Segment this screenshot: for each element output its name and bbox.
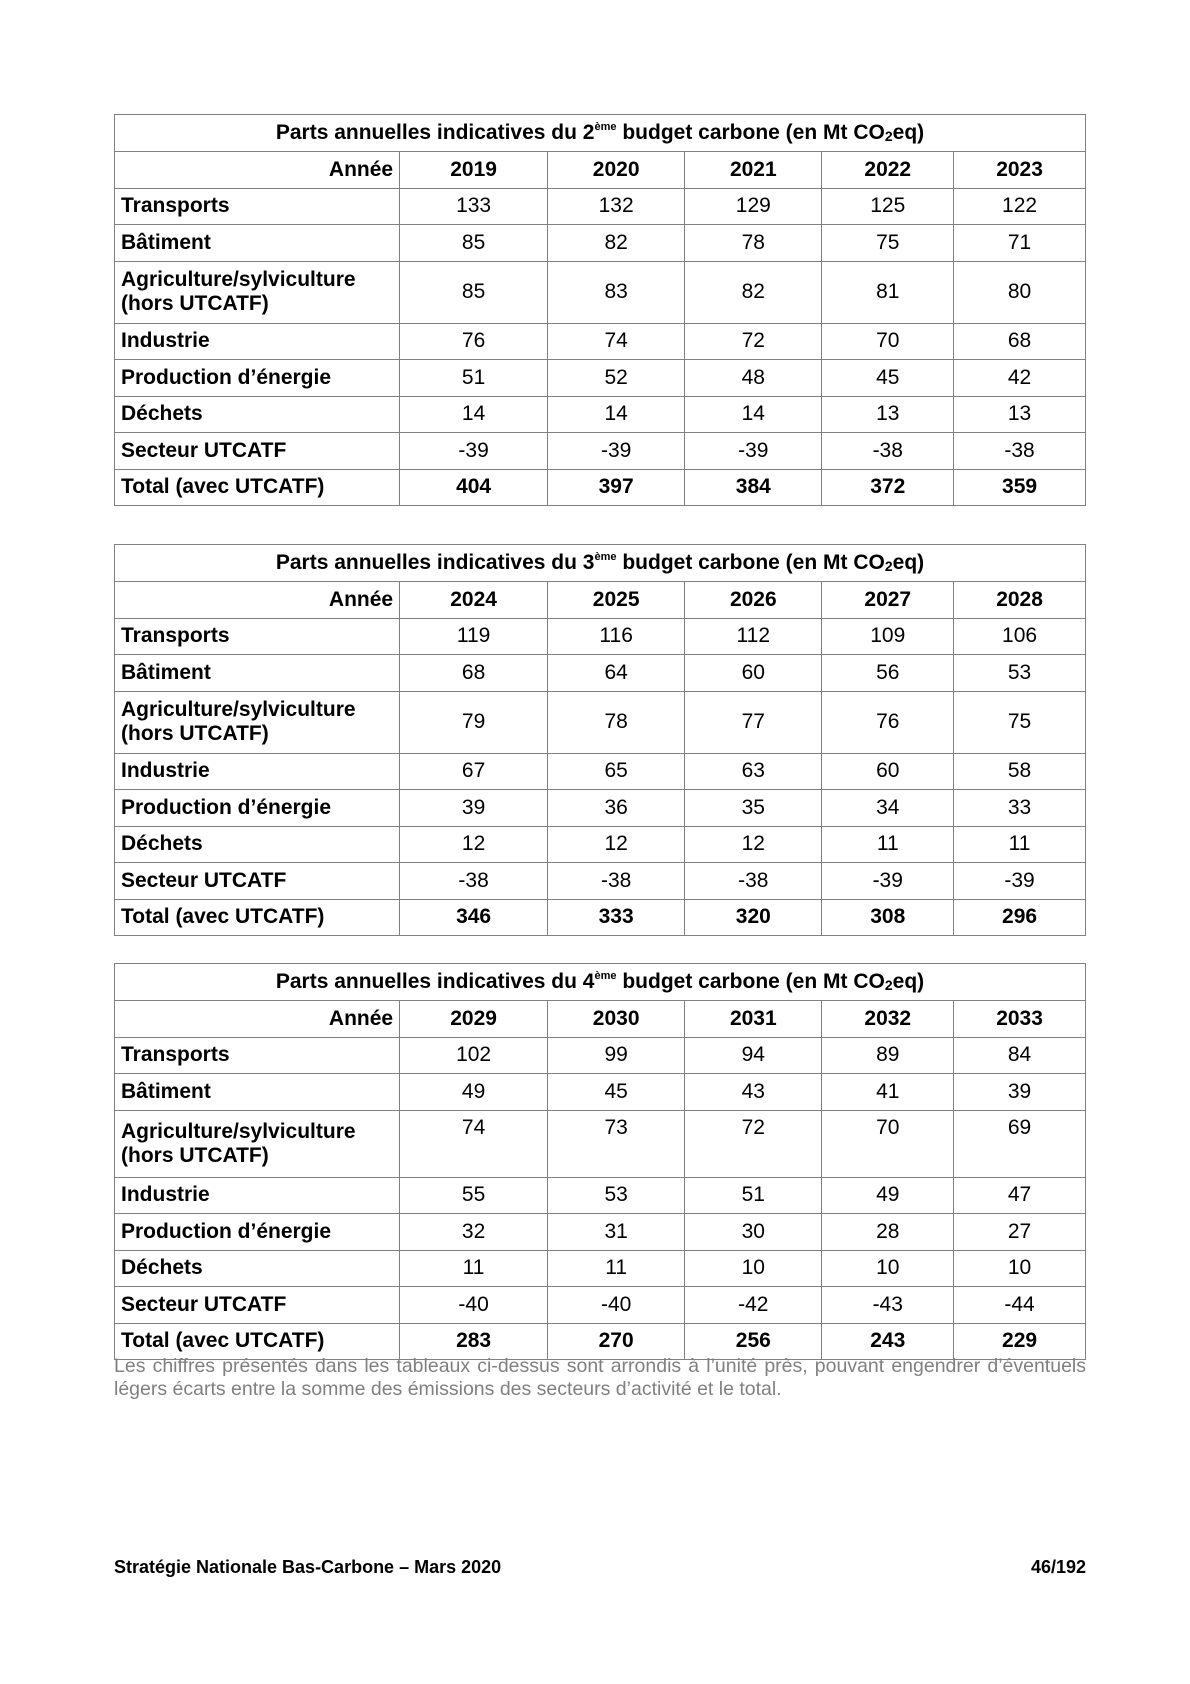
emission-value: 30 [685, 1214, 822, 1251]
emission-value: 31 [548, 1214, 685, 1251]
emission-value: 229 [954, 1323, 1086, 1360]
emission-value: 11 [954, 826, 1086, 863]
emission-value: 85 [400, 261, 548, 323]
sector-row [115, 360, 1086, 397]
sector-label: Transports [115, 1037, 400, 1074]
emission-value: 308 [822, 899, 954, 936]
emission-value: 122 [954, 188, 1086, 225]
year-header: 2019 [400, 152, 548, 189]
emission-value: 84 [954, 1037, 1086, 1074]
emission-value: 42 [954, 360, 1086, 397]
budget-table-3 [114, 544, 1086, 936]
emission-value: -42 [685, 1287, 822, 1324]
emission-value: 13 [822, 396, 954, 433]
sector-label: Industrie [115, 1177, 400, 1214]
emission-value: 56 [822, 655, 954, 692]
emission-value: -39 [685, 433, 822, 470]
sector-label: Bâtiment [115, 1074, 400, 1111]
table-title-row [115, 964, 1086, 1001]
emission-value: 27 [954, 1214, 1086, 1251]
emission-value: 52 [548, 360, 685, 397]
emission-value: 11 [548, 1250, 685, 1287]
year-header: 2032 [822, 1001, 954, 1038]
emission-value: 10 [822, 1250, 954, 1287]
emission-value: 102 [400, 1037, 548, 1074]
emission-value: 49 [822, 1177, 954, 1214]
sector-label: Secteur UTCATF [115, 863, 400, 900]
sector-label: Total (avec UTCATF) [115, 899, 400, 936]
emission-value: 243 [822, 1323, 954, 1360]
emission-value: 51 [685, 1177, 822, 1214]
sector-label: Total (avec UTCATF) [115, 469, 400, 506]
year-header: 2023 [954, 152, 1086, 189]
year-header: 2028 [954, 582, 1086, 619]
emission-value: 82 [685, 261, 822, 323]
emission-value: 69 [954, 1110, 1086, 1177]
emission-value: 10 [954, 1250, 1086, 1287]
emission-value: -40 [548, 1287, 685, 1324]
sector-label: Agriculture/sylviculture (hors UTCATF) [115, 261, 400, 323]
sector-row [115, 188, 1086, 225]
sector-label: Production d’énergie [115, 1214, 400, 1251]
emission-value: 283 [400, 1323, 548, 1360]
emission-value: 39 [954, 1074, 1086, 1111]
emission-value: 80 [954, 261, 1086, 323]
emission-value: -44 [954, 1287, 1086, 1324]
emission-value: 39 [400, 790, 548, 827]
emission-value: 109 [822, 618, 954, 655]
emission-value: 320 [685, 899, 822, 936]
emission-value: -38 [822, 433, 954, 470]
emission-value: 70 [822, 323, 954, 360]
sector-label: Industrie [115, 323, 400, 360]
emission-value: 116 [548, 618, 685, 655]
emission-value: 13 [954, 396, 1086, 433]
table-title-row [115, 115, 1086, 152]
emission-value: 76 [400, 323, 548, 360]
table-title: Parts annuelles indicatives du 2ème budget carbone (en Mt $CO_2eq$) [115, 115, 1086, 152]
emission-value: 85 [400, 225, 548, 262]
emission-value: 36 [548, 790, 685, 827]
emission-value: 45 [548, 1074, 685, 1111]
emission-value: 53 [954, 655, 1086, 692]
emission-value: 78 [548, 691, 685, 753]
year-header-row [115, 1001, 1086, 1038]
year-label: Année [115, 1001, 400, 1038]
emission-value: 270 [548, 1323, 685, 1360]
emission-value: 11 [822, 826, 954, 863]
emission-value: 67 [400, 753, 548, 790]
emission-value: 41 [822, 1074, 954, 1111]
sector-row [115, 691, 1086, 753]
sector-row [115, 396, 1086, 433]
sector-row [115, 863, 1086, 900]
year-header-row [115, 582, 1086, 619]
emission-value: 74 [400, 1110, 548, 1177]
table-title-row [115, 545, 1086, 582]
emission-value: 14 [400, 396, 548, 433]
emission-value: 78 [685, 225, 822, 262]
emission-value: -39 [954, 863, 1086, 900]
year-header: 2027 [822, 582, 954, 619]
emission-value: 68 [954, 323, 1086, 360]
emission-value: 99 [548, 1037, 685, 1074]
sector-label: Secteur UTCATF [115, 433, 400, 470]
year-header: 2021 [685, 152, 822, 189]
emission-value: 72 [685, 1110, 822, 1177]
emission-value: -38 [685, 863, 822, 900]
emission-value: 346 [400, 899, 548, 936]
emission-value: 384 [685, 469, 822, 506]
emission-value: 125 [822, 188, 954, 225]
emission-value: 119 [400, 618, 548, 655]
sector-label: Secteur UTCATF [115, 1287, 400, 1324]
sector-label: Production d’énergie [115, 790, 400, 827]
sector-row [115, 433, 1086, 470]
emission-value: -40 [400, 1287, 548, 1324]
sector-row [115, 1177, 1086, 1214]
emission-value: 48 [685, 360, 822, 397]
sector-label: Agriculture/sylviculture (hors UTCATF) [115, 691, 400, 753]
emission-value: 63 [685, 753, 822, 790]
emission-value: 34 [822, 790, 954, 827]
emission-value: -38 [400, 863, 548, 900]
emission-value: 60 [685, 655, 822, 692]
year-header: 2031 [685, 1001, 822, 1038]
sector-row [115, 1250, 1086, 1287]
emission-value: -39 [400, 433, 548, 470]
emission-value: 106 [954, 618, 1086, 655]
emission-value: 68 [400, 655, 548, 692]
sector-row [115, 753, 1086, 790]
emission-value: 75 [954, 691, 1086, 753]
emission-value: 12 [548, 826, 685, 863]
emission-value: 49 [400, 1074, 548, 1111]
sector-row [115, 1287, 1086, 1324]
year-header: 2025 [548, 582, 685, 619]
sector-row [115, 1110, 1086, 1177]
emission-value: 32 [400, 1214, 548, 1251]
emission-value: 12 [400, 826, 548, 863]
emission-value: 14 [685, 396, 822, 433]
emission-value: 28 [822, 1214, 954, 1251]
emission-value: 35 [685, 790, 822, 827]
emission-value: 359 [954, 469, 1086, 506]
emission-value: 55 [400, 1177, 548, 1214]
emission-value: 70 [822, 1110, 954, 1177]
emission-value: 11 [400, 1250, 548, 1287]
footer-page-number: 46/192 [1030, 1557, 1086, 1577]
emission-value: -39 [548, 433, 685, 470]
emission-value: 73 [548, 1110, 685, 1177]
emission-value: 79 [400, 691, 548, 753]
year-header: 2020 [548, 152, 685, 189]
emission-value: 112 [685, 618, 822, 655]
footer-document-title: Stratégie Nationale Bas-Carbone – Mars 2020 [114, 1557, 502, 1577]
sector-row [115, 225, 1086, 262]
sector-label: Industrie [115, 753, 400, 790]
sector-row [115, 790, 1086, 827]
sector-label: Total (avec UTCATF) [115, 1323, 400, 1360]
year-header-row [115, 152, 1086, 189]
emission-value: 397 [548, 469, 685, 506]
emission-value: 43 [685, 1074, 822, 1111]
year-header: 2024 [400, 582, 548, 619]
emission-value: 89 [822, 1037, 954, 1074]
budget-table-4 [114, 963, 1086, 1360]
year-header: 2026 [685, 582, 822, 619]
emission-value: 65 [548, 753, 685, 790]
sector-row [115, 323, 1086, 360]
emission-value: 333 [548, 899, 685, 936]
sector-label: Agriculture/sylviculture (hors UTCATF) [115, 1110, 400, 1177]
emission-value: -38 [548, 863, 685, 900]
emission-value: 77 [685, 691, 822, 753]
budget-table-2 [114, 114, 1086, 506]
sector-label: Déchets [115, 826, 400, 863]
sector-label: Transports [115, 618, 400, 655]
year-label: Année [115, 152, 400, 189]
emission-value: 71 [954, 225, 1086, 262]
emission-value: -43 [822, 1287, 954, 1324]
emission-value: 83 [548, 261, 685, 323]
emission-value: -38 [954, 433, 1086, 470]
sector-row [115, 618, 1086, 655]
emission-value: 64 [548, 655, 685, 692]
emission-value: 58 [954, 753, 1086, 790]
sector-row [115, 655, 1086, 692]
emission-value: 372 [822, 469, 954, 506]
year-header: 2030 [548, 1001, 685, 1038]
emission-value: 133 [400, 188, 548, 225]
sector-row [115, 826, 1086, 863]
sector-row [115, 1074, 1086, 1111]
emission-value: -39 [822, 863, 954, 900]
sector-row [115, 1214, 1086, 1251]
emission-value: 72 [685, 323, 822, 360]
emission-value: 256 [685, 1323, 822, 1360]
emission-value: 51 [400, 360, 548, 397]
sector-row [115, 261, 1086, 323]
sector-label: Transports [115, 188, 400, 225]
table-title: Parts annuelles indicatives du 3ème budget carbone (en Mt $CO_2eq$) [115, 545, 1086, 582]
sector-label: Bâtiment [115, 225, 400, 262]
rounding-note: Les chiffres présentés dans les tableaux ci-dessus sont arrondis à l’unité près, pouvant engendrer d’éventuels légers écarts entre la somme des émissions des secteurs d’activité et le total. [114, 1355, 1086, 1400]
emission-value: 132 [548, 188, 685, 225]
emission-value: 12 [685, 826, 822, 863]
emission-value: 76 [822, 691, 954, 753]
year-header: 2033 [954, 1001, 1086, 1038]
emission-value: 47 [954, 1177, 1086, 1214]
emission-value: 82 [548, 225, 685, 262]
year-header: 2022 [822, 152, 954, 189]
emission-value: 404 [400, 469, 548, 506]
year-header: 2029 [400, 1001, 548, 1038]
emission-value: 60 [822, 753, 954, 790]
emission-value: 296 [954, 899, 1086, 936]
emission-value: 10 [685, 1250, 822, 1287]
emission-value: 94 [685, 1037, 822, 1074]
sector-label: Déchets [115, 1250, 400, 1287]
emission-value: 81 [822, 261, 954, 323]
emission-value: 45 [822, 360, 954, 397]
emission-value: 75 [822, 225, 954, 262]
emission-value: 33 [954, 790, 1086, 827]
sector-label: Déchets [115, 396, 400, 433]
sector-label: Production d’énergie [115, 360, 400, 397]
year-label: Année [115, 582, 400, 619]
sector-row [115, 1037, 1086, 1074]
emission-value: 129 [685, 188, 822, 225]
total-row [115, 899, 1086, 936]
table-title: Parts annuelles indicatives du 4ème budget carbone (en Mt $CO_2eq$) [115, 964, 1086, 1001]
emission-value: 14 [548, 396, 685, 433]
emission-value: 74 [548, 323, 685, 360]
total-row [115, 469, 1086, 506]
emission-value: 53 [548, 1177, 685, 1214]
sector-label: Bâtiment [115, 655, 400, 692]
